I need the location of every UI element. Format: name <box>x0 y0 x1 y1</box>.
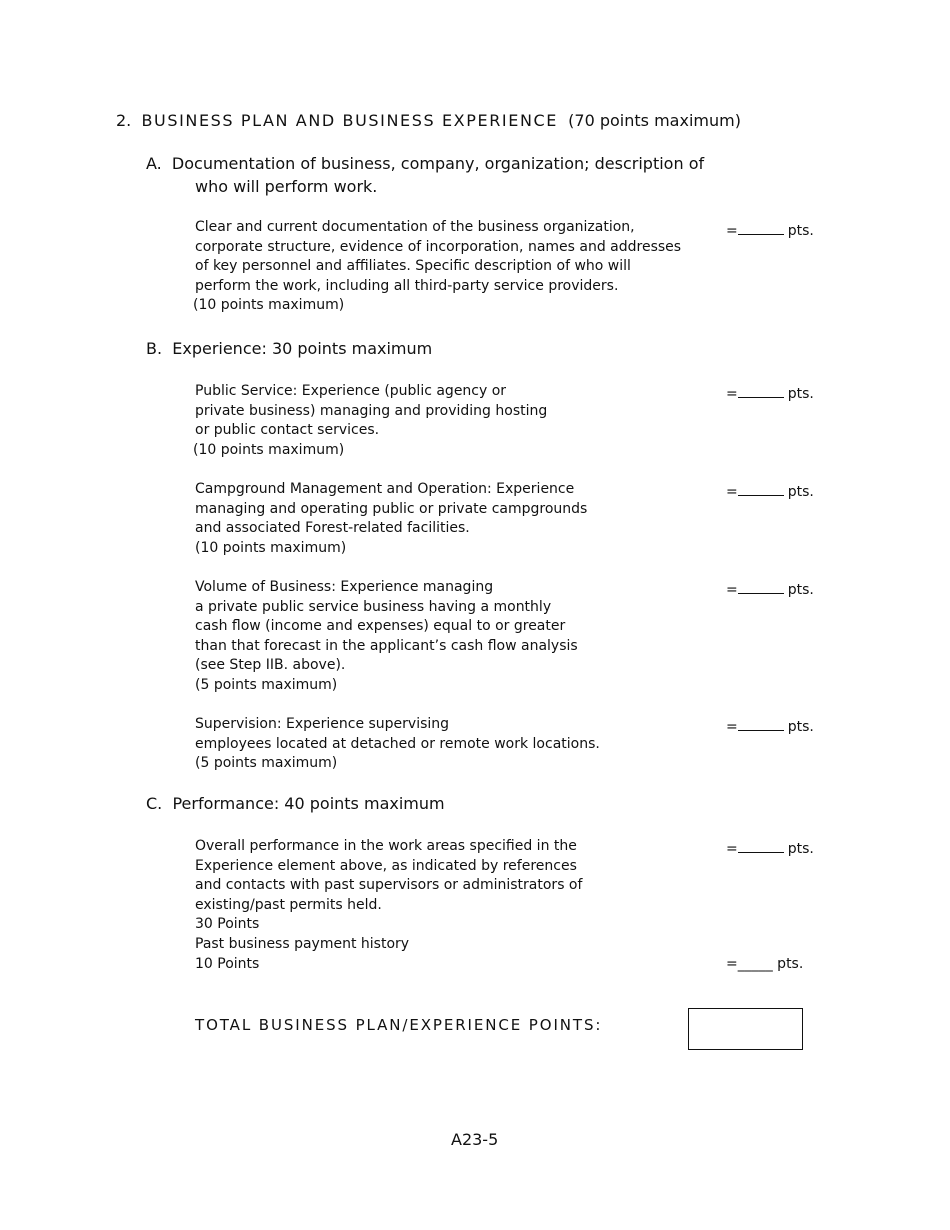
score-field-payment-history[interactable]: =_____ pts. <box>726 956 804 972</box>
item-line: Past business payment history <box>195 935 410 952</box>
section-b-label: B. <box>146 339 163 358</box>
item-line: and contacts with past supervisors or administrators of <box>195 877 583 894</box>
section-c-title <box>146 794 445 813</box>
section-b-item-volume <box>195 578 578 696</box>
score-field[interactable]: = pts. <box>726 579 814 598</box>
score-field[interactable]: = pts. <box>726 838 814 857</box>
score-blank[interactable] <box>738 716 784 731</box>
item-max: (5 points maximum) <box>195 755 338 772</box>
section-b-title <box>146 339 432 358</box>
score-blank[interactable] <box>738 579 784 594</box>
section-a-title-line1: Documentation of business, company, organization; description of <box>171 154 705 173</box>
total-label: TOTAL BUSINESS PLAN/EXPERIENCE POINTS: <box>195 1016 603 1034</box>
item-line: managing and operating public or private campgrounds <box>195 500 588 517</box>
item-line: Overall performance in the work areas specified in the <box>195 838 577 854</box>
item-line: existing/past permits held. <box>195 896 382 913</box>
score-field[interactable]: = pts. <box>726 716 814 735</box>
item-max: (10 points maximum) <box>193 441 345 458</box>
item-line: and associated Forest-related facilities. <box>195 520 470 537</box>
page-number: A23-5 <box>451 1130 499 1149</box>
item-line: Clear and current documentation of the business organization, <box>195 219 635 235</box>
section-c-label: C. <box>146 794 163 813</box>
item-points: 10 Points <box>195 955 260 972</box>
item-line: Volume of Business: Experience managing <box>195 579 494 595</box>
section-a-title-line2: who will perform work. <box>195 177 378 196</box>
score-blank[interactable] <box>738 383 784 398</box>
heading-number: 2. <box>116 111 132 130</box>
item-line: Supervision: Experience supervising <box>195 716 450 732</box>
section-heading <box>116 111 741 130</box>
heading-title: BUSINESS PLAN AND BUSINESS EXPERIENCE <box>141 111 558 130</box>
section-b-title-text: Experience: 30 points maximum <box>172 339 433 358</box>
section-b-item-public-service <box>195 382 547 460</box>
section-a-title <box>146 154 704 173</box>
item-line: a private public service business having a monthly <box>195 598 552 615</box>
section-c-item <box>195 837 582 974</box>
score-blank[interactable] <box>738 220 784 235</box>
item-line: employees located at detached or remote work locations. <box>195 735 600 752</box>
item-line: Campground Management and Operation: Experience <box>195 481 575 497</box>
item-line: or public contact services. <box>195 422 380 439</box>
item-line: private business) managing and providing hosting <box>195 402 548 419</box>
section-c-title-text: Performance: 40 points maximum <box>172 794 445 813</box>
item-max: (5 points maximum) <box>195 676 338 693</box>
item-line: (see Step IIB. above). <box>195 657 346 674</box>
item-line: cash flow (income and expenses) equal to or greater <box>195 618 566 635</box>
score-field[interactable]: = pts. <box>726 220 814 239</box>
section-b-item-supervision <box>195 715 600 774</box>
heading-max: (70 points maximum) <box>568 111 741 130</box>
score-field[interactable]: = pts. <box>726 481 814 500</box>
item-line: perform the work, including all third-party service providers. <box>195 277 619 294</box>
total-points-box[interactable] <box>688 1008 803 1050</box>
item-line: of key personnel and affiliates. Specific description of who will <box>195 258 631 275</box>
score-blank[interactable] <box>738 838 784 853</box>
item-line: than that forecast in the applicant’s cash flow analysis <box>195 637 578 654</box>
item-line: Experience element above, as indicated by references <box>195 857 577 874</box>
item-line: Public Service: Experience (public agency or <box>195 383 507 399</box>
item-points: 30 Points <box>195 916 260 933</box>
score-blank[interactable] <box>738 481 784 496</box>
section-a-item <box>195 218 681 316</box>
section-b-item-campground <box>195 480 587 558</box>
item-line: corporate structure, evidence of incorporation, names and addresses <box>195 238 682 255</box>
section-a-label: A. <box>146 154 162 173</box>
item-max: (10 points maximum) <box>195 539 347 556</box>
score-field[interactable]: = pts. <box>726 383 814 402</box>
item-max: (10 points maximum) <box>193 297 345 314</box>
